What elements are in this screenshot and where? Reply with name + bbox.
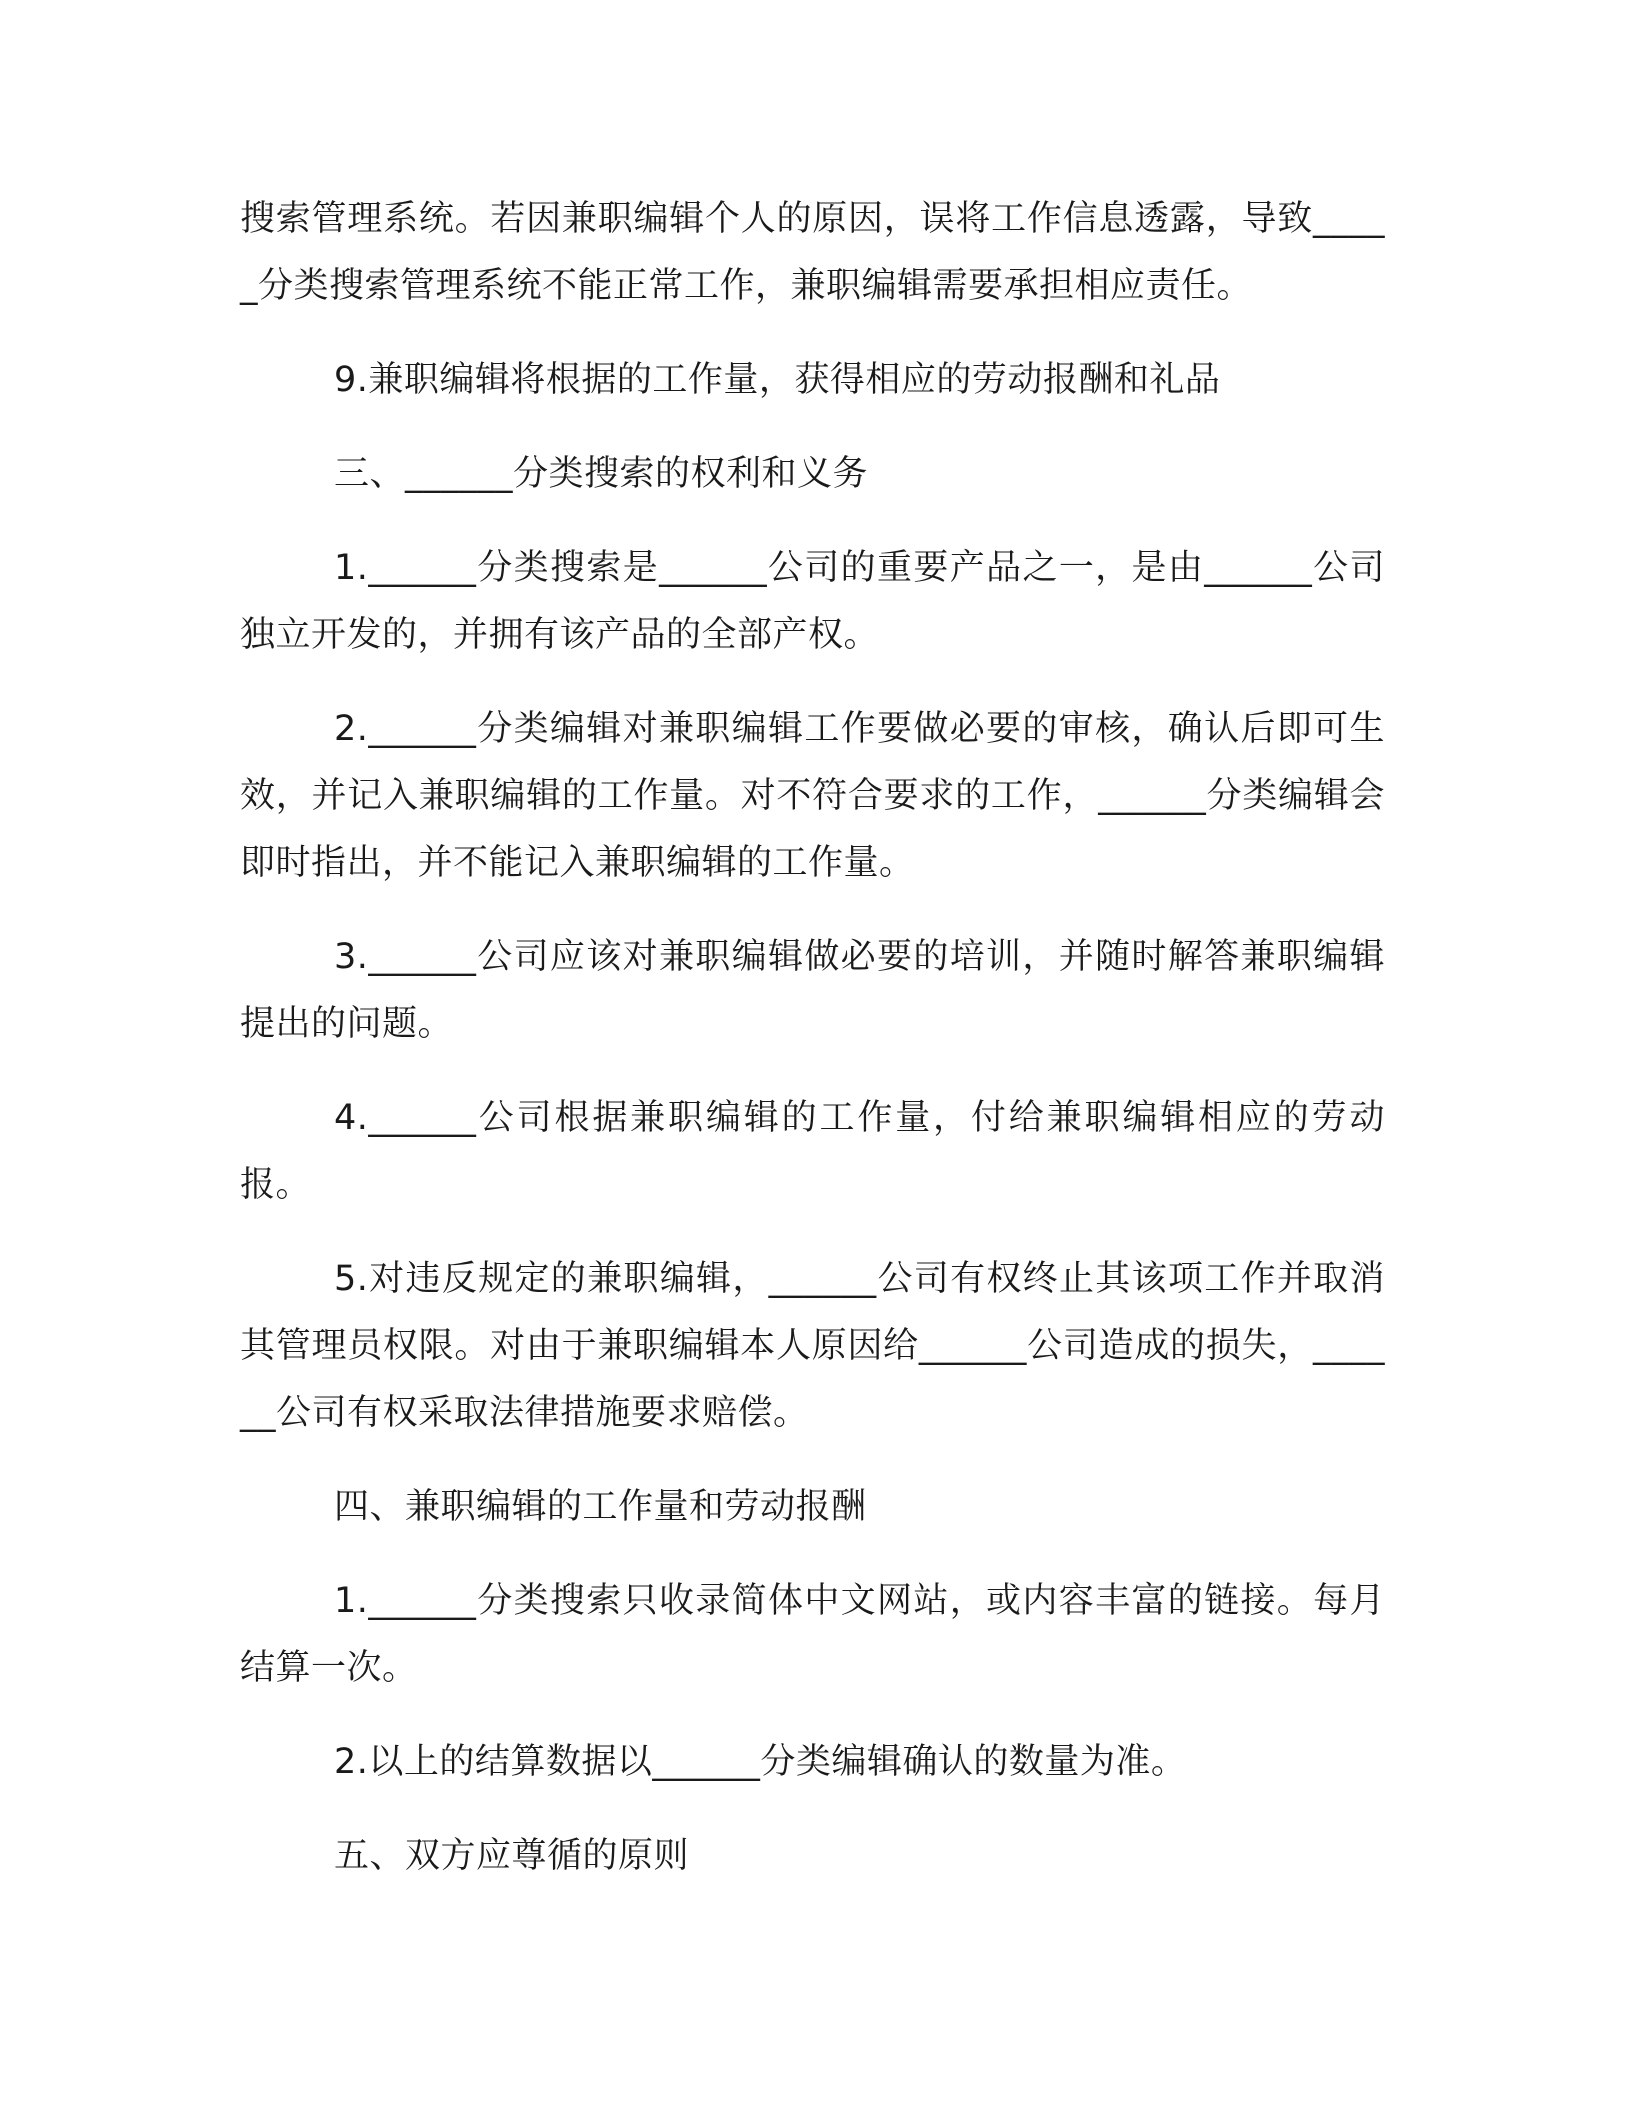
paragraph-item-9: 9.兼职编辑将根据的工作量，获得相应的劳动报酬和礼品 bbox=[334, 360, 1221, 400]
paragraph-item-2: 2.______分类编辑对兼职编辑工作要做必要的审核，确认后即可生效，并记入兼职编辑的工作量。对不符合要求的工作，______分类编辑会即时指出，并不能记入兼职编辑的工作量。 bbox=[240, 709, 1385, 883]
paragraph-continued: 搜索管理系统。若因兼职编辑个人的原因，误将工作信息透露，导致_____分类搜索管理系统不能正常工作，兼职编辑需要承担相应责任。 bbox=[240, 199, 1385, 306]
paragraph-item-1-section-4: 1.______分类搜索只收录简体中文网站，或内容丰富的链接。每月结算一次。 bbox=[240, 1581, 1385, 1688]
section-heading-4: 四、兼职编辑的工作量和劳动报酬 bbox=[334, 1487, 867, 1527]
paragraph-item-4: 4.______公司根据兼职编辑的工作量，付给兼职编辑相应的劳动报。 bbox=[240, 1098, 1385, 1205]
document-body bbox=[240, 186, 1385, 1917]
section-heading-3: 三、______分类搜索的权利和义务 bbox=[334, 454, 869, 494]
paragraph-item-3: 3.______公司应该对兼职编辑做必要的培训，并随时解答兼职编辑提出的问题。 bbox=[240, 937, 1385, 1044]
paragraph-item-2-section-4: 2.以上的结算数据以______分类编辑确认的数量为准。 bbox=[334, 1742, 1187, 1782]
section-heading-5: 五、双方应尊循的原则 bbox=[334, 1836, 690, 1876]
paragraph-item-1: 1.______分类搜索是______公司的重要产品之一，是由______公司独立开发的，并拥有该产品的全部产权。 bbox=[240, 548, 1385, 655]
paragraph-item-5: 5.对违反规定的兼职编辑，______公司有权终止其该项工作并取消其管理员权限。对由于兼职编辑本人原因给______公司造成的损失，______公司有权采取法律措施要求赔偿。 bbox=[240, 1259, 1385, 1433]
